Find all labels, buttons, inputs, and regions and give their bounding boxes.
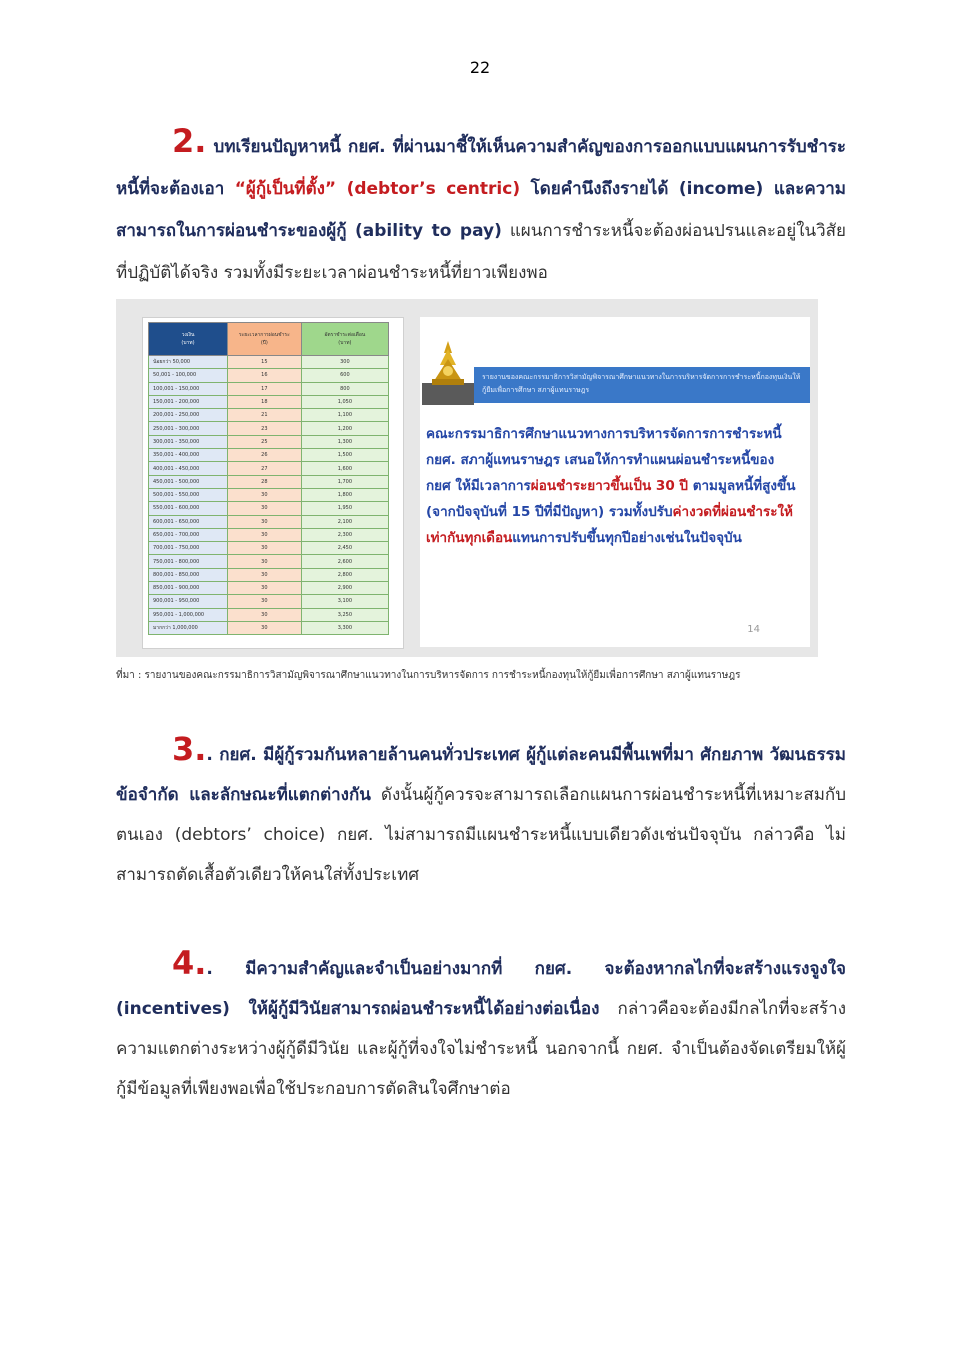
figure-source-caption: ที่มา : รายงานของคณะกรรมาธิการวิสามัญพิจารณาศึกษาแนวทางในการบริหารจัดการ การชำระหนี้กองทุนให้กู้ยืมเพื่อการศึกษา สภาผู้แทนราษฎร: [116, 670, 741, 681]
table-cell: 30: [227, 515, 301, 528]
table-cell: 2,100: [301, 515, 388, 528]
table-cell: 30: [227, 621, 301, 634]
table-cell: 50,001 - 100,000: [149, 369, 228, 382]
section-2-lead: บทเรียนปัญหาหนี้ กยศ. ที่ผ่านมาชี้ให้เห็นความสำคัญของการออกแบบแผนการรับชำระหนี้ที่จะต้องเอา: [116, 137, 846, 199]
table-cell: 30: [227, 568, 301, 581]
table-cell: 600: [301, 369, 388, 382]
table-cell: 3,300: [301, 621, 388, 634]
table-cell: 30: [227, 582, 301, 595]
table-cell: 2,800: [301, 568, 388, 581]
table-cell: 2,300: [301, 528, 388, 541]
repayment-table-card: [142, 317, 404, 649]
table-cell: 700,001 - 750,000: [149, 542, 228, 555]
table-cell: 1,950: [301, 502, 388, 515]
section-3-paragraph: [116, 729, 846, 895]
table-cell: 750,001 - 800,000: [149, 555, 228, 568]
table-cell: 30: [227, 488, 301, 501]
report-slide: [420, 317, 810, 647]
table-row: [149, 582, 389, 595]
table-cell: 900,001 - 950,000: [149, 595, 228, 608]
section-4-paragraph: [116, 943, 846, 1109]
table-cell: 1,800: [301, 488, 388, 501]
table-cell: 1,050: [301, 395, 388, 408]
table-cell: 28: [227, 475, 301, 488]
table-cell: 17: [227, 382, 301, 395]
table-cell: 2,450: [301, 542, 388, 555]
table-cell: 2,600: [301, 555, 388, 568]
table-cell: 300: [301, 356, 388, 369]
section-3-bold-text: . กยศ. มีผู้กู้รวมกันหลายล้านคนทั่วประเทศ ผู้กู้แต่ละคนมีพื้นเพที่มา ศักยภาพ วัฒนธรรม ข้อจำกัด และลักษณะที่แตกต่างกัน: [116, 745, 846, 805]
table-row: [149, 595, 389, 608]
section-2-bold-text: โดยคำนึงถึงรายได้ (income) และความสามารถในการผ่อนชำระของผู้กู้ (ability to pay): [116, 179, 846, 241]
table-row: [149, 555, 389, 568]
table-row: [149, 449, 389, 462]
parliament-emblem-icon: [422, 339, 474, 405]
table-cell: 30: [227, 528, 301, 541]
table-cell: 850,001 - 900,000: [149, 582, 228, 595]
section-4-number: 4.: [172, 944, 207, 982]
table-row: [149, 422, 389, 435]
col-header-period: ระยะเวลาการผ่อนชำระ (ปี): [227, 323, 301, 356]
table-cell: 2,900: [301, 582, 388, 595]
table-cell: น้อยกว่า 50,000: [149, 356, 228, 369]
table-cell: 600,001 - 650,000: [149, 515, 228, 528]
table-cell: 3,100: [301, 595, 388, 608]
table-row: [149, 515, 389, 528]
table-cell: 27: [227, 462, 301, 475]
table-row: [149, 542, 389, 555]
section-2-plain-text: แผนการชำระหนี้จะต้องผ่อนปรนและอยู่ในวิสัยที่ปฏิบัติได้จริง รวมทั้งมีระยะเวลาผ่อนชำระหนี้ที่ยาวเพียงพอ: [116, 221, 846, 283]
table-cell: 500,001 - 550,000: [149, 488, 228, 501]
col-header-amount: วงเงิน (บาท): [149, 323, 228, 356]
table-row: [149, 356, 389, 369]
table-cell: 30: [227, 502, 301, 515]
table-row: [149, 462, 389, 475]
slide-number: 14: [747, 624, 760, 635]
table-cell: 23: [227, 422, 301, 435]
section-2-paragraph: [116, 120, 846, 294]
table-cell: มากกว่า 1,000,000: [149, 621, 228, 634]
table-row: [149, 528, 389, 541]
table-cell: 350,001 - 400,000: [149, 449, 228, 462]
table-cell: 1,300: [301, 435, 388, 448]
table-cell: 30: [227, 542, 301, 555]
repayment-rate-table: [148, 322, 389, 635]
table-cell: 21: [227, 409, 301, 422]
table-row: [149, 502, 389, 515]
report-figure: [116, 299, 818, 657]
table-row: [149, 369, 389, 382]
table-cell: 15: [227, 356, 301, 369]
table-cell: 650,001 - 700,000: [149, 528, 228, 541]
section-2-highlight: “ผู้กู้เป็นที่ตั้ง” (debtor’s centric): [234, 179, 521, 199]
table-cell: 300,001 - 350,000: [149, 435, 228, 448]
table-cell: 18: [227, 395, 301, 408]
table-cell: 800,001 - 850,000: [149, 568, 228, 581]
table-cell: 450,001 - 500,000: [149, 475, 228, 488]
table-row: [149, 621, 389, 634]
section-3-plain-text: ดังนั้นผู้กู้ควรจะสามารถเลือกแผนการผ่อนชำระหนี้ที่เหมาะสมกับตนเอง (debtors’ choice) กยศ. ไม่สามารถมีแผนชำระหนี้แบบเดียวดังเช่นปัจจุบัน กล่าวคือ ไม่สามารถตัดเสื้อตัวเดียวให้คนใส่ทั้งประเทศ: [116, 785, 846, 885]
slide-highlight-equal-installments: ค่างวดที่ผ่อนชำระให้เท่ากันทุกเดือน: [426, 504, 793, 546]
slide-highlight-30-years: ผ่อนชำระยาวขึ้นเป็น 30 ปี: [530, 478, 688, 494]
table-cell: 200,001 - 250,000: [149, 409, 228, 422]
table-cell: 3,250: [301, 608, 388, 621]
table-row: [149, 608, 389, 621]
slide-body-text: คณะกรรมาธิการศึกษาแนวทางการบริหารจัดการการชำระหนี้ กยศ. สภาผู้แทนราษฎร เสนอให้การทำแผนผ่อนชำระหนี้ของ กยศ ให้มีเวลาการผ่อนชำระยาวขึ้นเป็น 30 ปี ตามมูลหนี้ที่สูงขึ้น (จากปัจจุบันที่ 15 ปีที่มีปัญหา) รวมทั้งปรับค่างวดที่ผ่อนชำระให้เท่ากันทุกเดือนแทนการปรับขึ้นทุกปีอย่างเช่นในปัจจุบัน: [426, 426, 796, 546]
table-row: [149, 435, 389, 448]
table-row: [149, 475, 389, 488]
table-cell: 150,001 - 200,000: [149, 395, 228, 408]
col-header-monthly: อัตราชำระต่อเดือน (บาท): [301, 323, 388, 356]
table-cell: 1,700: [301, 475, 388, 488]
section-4-plain-text: กล่าวคือจะต้องมีกลไกที่จะสร้างความแตกต่างระหว่างผู้กู้ดีมีวินัย และผู้กู้ที่จงใจไม่ชำระหนี้ นอกจากนี้ กยศ. จำเป็นต้องจัดเตรียมให้ผู้กู้มีข้อมูลที่เพียงพอเพื่อใช้ประกอบการตัดสินใจศึกษาต่อ: [116, 999, 846, 1099]
table-row: [149, 568, 389, 581]
table-cell: 1,100: [301, 409, 388, 422]
table-cell: 1,600: [301, 462, 388, 475]
table-cell: 100,001 - 150,000: [149, 382, 228, 395]
table-cell: 30: [227, 555, 301, 568]
table-cell: 30: [227, 608, 301, 621]
section-4-bold-text: . มีความสำคัญและจำเป็นอย่างมากที่ กยศ. จะต้องหากลไกที่จะสร้างแรงจูงใจ (incentives) ให้ผู้กู้มีวินัยสามารถผ่อนชำระหนี้ได้อย่างต่อเนื่อง: [116, 959, 846, 1019]
table-cell: 16: [227, 369, 301, 382]
table-row: [149, 409, 389, 422]
table-cell: 400,001 - 450,000: [149, 462, 228, 475]
table-row: [149, 488, 389, 501]
table-cell: 30: [227, 595, 301, 608]
table-cell: 1,500: [301, 449, 388, 462]
table-cell: 250,001 - 300,000: [149, 422, 228, 435]
report-title-banner: รายงานของคณะกรรมาธิการวิสามัญพิจารณาศึกษาแนวทางในการบริหารจัดการการชำระหนี้กองทุนเงินให้กู้ยืมเพื่อการศึกษา สภาผู้แทนราษฎร: [474, 367, 810, 403]
section-3-number: 3.: [172, 730, 207, 768]
section-2-number: 2.: [172, 122, 207, 160]
table-cell: 950,001 - 1,000,000: [149, 608, 228, 621]
table-cell: 25: [227, 435, 301, 448]
table-cell: 800: [301, 382, 388, 395]
table-cell: 1,200: [301, 422, 388, 435]
table-cell: 26: [227, 449, 301, 462]
table-row: [149, 395, 389, 408]
table-row: [149, 382, 389, 395]
table-cell: 550,001 - 600,000: [149, 502, 228, 515]
page-number: 22: [469, 58, 491, 77]
